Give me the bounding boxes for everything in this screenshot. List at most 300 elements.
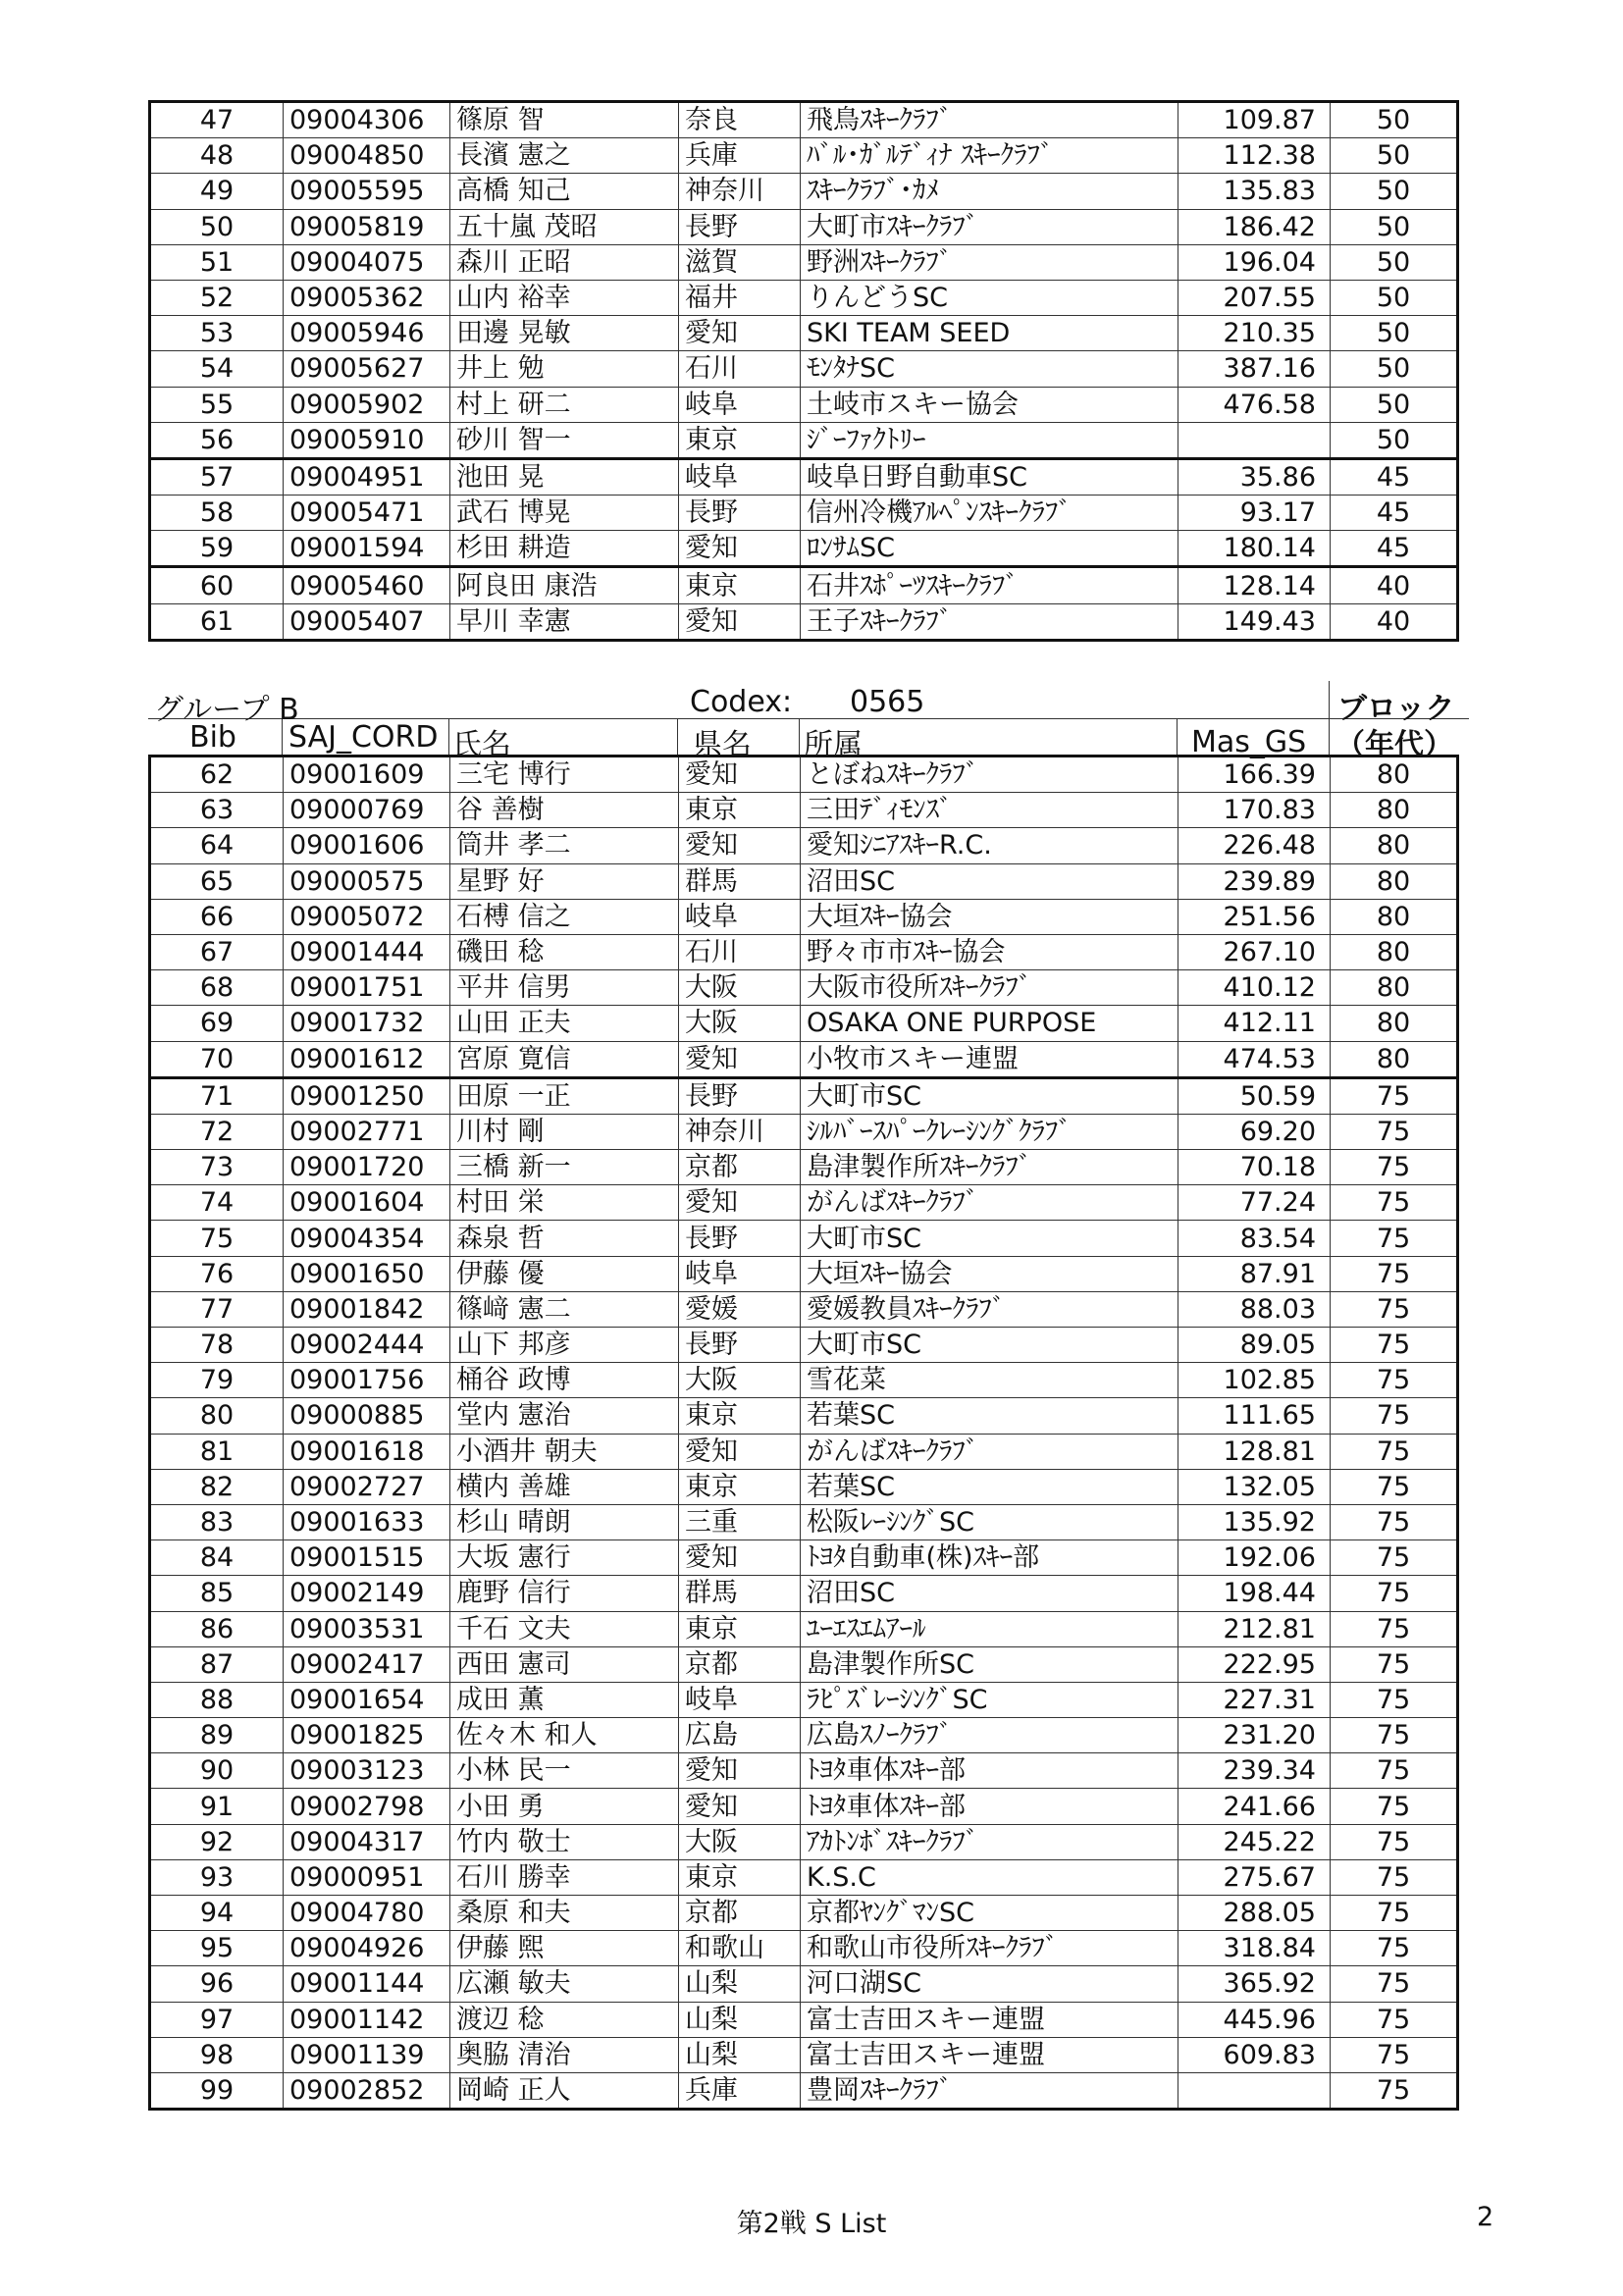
cell-mas-gs: 87.91 <box>1178 1256 1331 1291</box>
cell-saj-cord: 09004926 <box>284 1931 450 1966</box>
cell-bib: 91 <box>150 1789 284 1824</box>
table-row <box>150 387 1458 422</box>
cell-club: 広島ｽﾉｰｸﾗﾌﾞ <box>801 1718 1178 1753</box>
cell-club: 豊岡ｽｷｰｸﾗﾌﾞ <box>801 2072 1178 2109</box>
cell-prefecture: 東京 <box>679 422 801 458</box>
cell-name: 村上 研二 <box>450 387 679 422</box>
table-row <box>150 2002 1458 2037</box>
cell-saj-cord: 09005460 <box>284 567 450 603</box>
cell-mas-gs: 474.53 <box>1178 1041 1331 1077</box>
cell-block: 75 <box>1331 1328 1458 1363</box>
cell-saj-cord: 09002798 <box>284 1789 450 1824</box>
cell-club: ｼﾞｰﾌｧｸﾄﾘｰ <box>801 422 1178 458</box>
cell-block: 50 <box>1331 422 1458 458</box>
cell-club: 三田ﾃﾞｨﾓﾝｽﾞ <box>801 793 1178 828</box>
cell-prefecture: 山梨 <box>679 1966 801 2002</box>
cell-prefecture: 東京 <box>679 1469 801 1504</box>
group-b-table <box>148 755 1459 2111</box>
cell-block: 75 <box>1331 1824 1458 1859</box>
cell-bib: 89 <box>150 1718 284 1753</box>
table-row <box>150 1611 1458 1646</box>
cell-bib: 75 <box>150 1221 284 1256</box>
cell-saj-cord: 09004075 <box>284 244 450 280</box>
cell-saj-cord: 09000575 <box>284 863 450 899</box>
cell-name: 武石 博晃 <box>450 496 679 531</box>
cell-name: 三橋 新一 <box>450 1150 679 1185</box>
cell-prefecture: 長野 <box>679 1077 801 1114</box>
cell-club: 沼田SC <box>801 863 1178 899</box>
cell-prefecture: 東京 <box>679 567 801 603</box>
table-row <box>150 138 1458 174</box>
cell-bib: 88 <box>150 1682 284 1717</box>
table-row <box>150 1150 1458 1185</box>
cell-prefecture: 大阪 <box>679 970 801 1006</box>
cell-name: 石川 勝幸 <box>450 1859 679 1895</box>
cell-prefecture: 山梨 <box>679 2002 801 2037</box>
cell-prefecture: 愛知 <box>679 1434 801 1469</box>
cell-bib: 58 <box>150 496 284 531</box>
cell-prefecture: 岐阜 <box>679 899 801 934</box>
cell-bib: 84 <box>150 1540 284 1576</box>
cell-prefecture: 愛知 <box>679 316 801 351</box>
cell-saj-cord: 09005362 <box>284 280 450 315</box>
cell-block: 75 <box>1331 1434 1458 1469</box>
cell-block: 75 <box>1331 1931 1458 1966</box>
cell-bib: 87 <box>150 1646 284 1682</box>
cell-name: 西田 憲司 <box>450 1646 679 1682</box>
cell-saj-cord: 09001650 <box>284 1256 450 1291</box>
table-row <box>150 1931 1458 1966</box>
cell-mas-gs: 445.96 <box>1178 2002 1331 2037</box>
table-row <box>150 1469 1458 1504</box>
cell-club: 島津製作所ｽｷｰｸﾗﾌﾞ <box>801 1150 1178 1185</box>
cell-bib: 51 <box>150 244 284 280</box>
cell-club: 大町市SC <box>801 1221 1178 1256</box>
cell-prefecture: 福井 <box>679 280 801 315</box>
cell-block: 50 <box>1331 102 1458 138</box>
cell-prefecture: 愛知 <box>679 757 801 793</box>
cell-club: 土岐市スキー協会 <box>801 387 1178 422</box>
cell-prefecture: 神奈川 <box>679 174 801 209</box>
cell-bib: 78 <box>150 1328 284 1363</box>
table-row <box>150 1718 1458 1753</box>
cell-block: 75 <box>1331 1966 1458 2002</box>
cell-club: 和歌山市役所ｽｷｰｸﾗﾌﾞ <box>801 1931 1178 1966</box>
cell-name: 伊藤 優 <box>450 1256 679 1291</box>
table-row <box>150 1753 1458 1789</box>
cell-name: 宮原 寛信 <box>450 1041 679 1077</box>
table-row <box>150 458 1458 495</box>
cell-block: 75 <box>1331 1718 1458 1753</box>
codex-label: Codex: <box>690 685 793 719</box>
table-row <box>150 567 1458 603</box>
cell-block: 75 <box>1331 1611 1458 1646</box>
cell-saj-cord: 09000885 <box>284 1398 450 1434</box>
cell-name: 大坂 憲行 <box>450 1540 679 1576</box>
cell-prefecture: 東京 <box>679 793 801 828</box>
cell-saj-cord: 09002444 <box>284 1328 450 1363</box>
table-row <box>150 1859 1458 1895</box>
table-row <box>150 1646 1458 1682</box>
cell-mas-gs: 166.39 <box>1178 757 1331 793</box>
table-row <box>150 244 1458 280</box>
table-row <box>150 828 1458 863</box>
header-prefecture: 県名 <box>693 728 752 762</box>
cell-mas-gs: 186.42 <box>1178 209 1331 244</box>
cell-mas-gs <box>1178 422 1331 458</box>
cell-block: 50 <box>1331 351 1458 387</box>
cell-saj-cord: 09001825 <box>284 1718 450 1753</box>
cell-block: 75 <box>1331 1896 1458 1931</box>
cell-bib: 94 <box>150 1896 284 1931</box>
cell-saj-cord: 09001618 <box>284 1434 450 1469</box>
cell-prefecture: 愛知 <box>679 1185 801 1221</box>
cell-bib: 96 <box>150 1966 284 2002</box>
cell-mas-gs: 192.06 <box>1178 1540 1331 1576</box>
cell-mas-gs: 251.56 <box>1178 899 1331 934</box>
table-row <box>150 1006 1458 1041</box>
cell-mas-gs <box>1178 2072 1331 2109</box>
cell-name: 杉田 耕造 <box>450 531 679 567</box>
table-row <box>150 422 1458 458</box>
cell-block: 45 <box>1331 531 1458 567</box>
cell-bib: 73 <box>150 1150 284 1185</box>
table-row <box>150 1398 1458 1434</box>
cell-block: 80 <box>1331 828 1458 863</box>
cell-name: 長濱 憲之 <box>450 138 679 174</box>
cell-saj-cord: 09001732 <box>284 1006 450 1041</box>
cell-mas-gs: 365.92 <box>1178 1966 1331 2002</box>
cell-name: 小林 民一 <box>450 1753 679 1789</box>
cell-club: 野々市市ｽｷｰ協会 <box>801 934 1178 969</box>
table-row <box>150 1824 1458 1859</box>
cell-block: 75 <box>1331 1221 1458 1256</box>
cell-prefecture: 群馬 <box>679 1576 801 1611</box>
table-row <box>150 1185 1458 1221</box>
cell-name: 広瀬 敏夫 <box>450 1966 679 2002</box>
table-row <box>150 603 1458 640</box>
table-row <box>150 1114 1458 1149</box>
cell-saj-cord: 09003531 <box>284 1611 450 1646</box>
cell-bib: 83 <box>150 1504 284 1539</box>
cell-mas-gs: 93.17 <box>1178 496 1331 531</box>
cell-saj-cord: 09001751 <box>284 970 450 1006</box>
cell-club: 松阪ﾚｰｼﾝｸﾞSC <box>801 1504 1178 1539</box>
cell-block: 75 <box>1331 1114 1458 1149</box>
cell-name: 高橋 知己 <box>450 174 679 209</box>
cell-saj-cord: 09001609 <box>284 757 450 793</box>
cell-saj-cord: 09001139 <box>284 2037 450 2072</box>
cell-saj-cord: 09004850 <box>284 138 450 174</box>
cell-bib: 71 <box>150 1077 284 1114</box>
cell-mas-gs: 412.11 <box>1178 1006 1331 1041</box>
cell-name: 千石 文夫 <box>450 1611 679 1646</box>
table-row <box>150 496 1458 531</box>
group-b-rows <box>150 757 1458 2110</box>
cell-bib: 97 <box>150 2002 284 2037</box>
cell-block: 75 <box>1331 1077 1458 1114</box>
cell-name: 小酒井 朝夫 <box>450 1434 679 1469</box>
header-mas-gs: Mas_GS <box>1191 725 1307 759</box>
cell-prefecture: 広島 <box>679 1718 801 1753</box>
table-row <box>150 1363 1458 1398</box>
cell-block: 80 <box>1331 934 1458 969</box>
cell-mas-gs: 50.59 <box>1178 1077 1331 1114</box>
cell-saj-cord: 09005910 <box>284 422 450 458</box>
cell-prefecture: 石川 <box>679 934 801 969</box>
table-row <box>150 757 1458 793</box>
cell-name: 磯田 稔 <box>450 934 679 969</box>
cell-bib: 63 <box>150 793 284 828</box>
cell-block: 50 <box>1331 174 1458 209</box>
cell-bib: 57 <box>150 458 284 495</box>
cell-mas-gs: 239.34 <box>1178 1753 1331 1789</box>
table-row <box>150 174 1458 209</box>
cell-name: 岡崎 正人 <box>450 2072 679 2109</box>
cell-prefecture: 愛知 <box>679 1789 801 1824</box>
cell-saj-cord: 09004317 <box>284 1824 450 1859</box>
cell-bib: 59 <box>150 531 284 567</box>
cell-prefecture: 愛媛 <box>679 1291 801 1327</box>
cell-name: 成田 薫 <box>450 1682 679 1717</box>
cell-name: 砂川 智一 <box>450 422 679 458</box>
cell-mas-gs: 318.84 <box>1178 1931 1331 1966</box>
cell-club: 若葉SC <box>801 1398 1178 1434</box>
header-name: 氏名 <box>452 728 511 762</box>
cell-club: ｼﾙﾊﾞｰｽﾊﾟｰｸﾚｰｼﾝｸﾞｸﾗﾌﾞ <box>801 1114 1178 1149</box>
cell-prefecture: 京都 <box>679 1646 801 1682</box>
cell-block: 75 <box>1331 1469 1458 1504</box>
table-row <box>150 1576 1458 1611</box>
cell-club: ﾊﾞﾙ･ｶﾞﾙﾃﾞｨﾅ ｽｷｰｸﾗﾌﾞ <box>801 138 1178 174</box>
table-row <box>150 1504 1458 1539</box>
cell-block: 80 <box>1331 1041 1458 1077</box>
cell-prefecture: 京都 <box>679 1896 801 1931</box>
cell-bib: 85 <box>150 1576 284 1611</box>
cell-saj-cord: 09001756 <box>284 1363 450 1398</box>
cell-name: 平井 信男 <box>450 970 679 1006</box>
cell-prefecture: 神奈川 <box>679 1114 801 1149</box>
cell-mas-gs: 410.12 <box>1178 970 1331 1006</box>
cell-mas-gs: 149.43 <box>1178 603 1331 640</box>
cell-mas-gs: 387.16 <box>1178 351 1331 387</box>
cell-saj-cord: 09001612 <box>284 1041 450 1077</box>
cell-bib: 56 <box>150 422 284 458</box>
cell-bib: 61 <box>150 603 284 640</box>
cell-mas-gs: 196.04 <box>1178 244 1331 280</box>
table-row <box>150 1291 1458 1327</box>
cell-block: 50 <box>1331 280 1458 315</box>
cell-block: 75 <box>1331 1363 1458 1398</box>
cell-name: 谷 善樹 <box>450 793 679 828</box>
table-row <box>150 1682 1458 1717</box>
cell-club: 富士吉田スキー連盟 <box>801 2002 1178 2037</box>
cell-saj-cord: 09002149 <box>284 1576 450 1611</box>
table-row <box>150 316 1458 351</box>
cell-prefecture: 岐阜 <box>679 1682 801 1717</box>
cell-club: 大町市SC <box>801 1077 1178 1114</box>
cell-club: 愛知ｼﾆｱｽｷｰR.C. <box>801 828 1178 863</box>
cell-club: がんばｽｷｰｸﾗﾌﾞ <box>801 1185 1178 1221</box>
cell-block: 45 <box>1331 496 1458 531</box>
group-a-rows <box>150 102 1458 641</box>
cell-club: ｱｶﾄﾝﾎﾞｽｷｰｸﾗﾌﾞ <box>801 1824 1178 1859</box>
cell-block: 75 <box>1331 2072 1458 2109</box>
cell-saj-cord: 09005072 <box>284 899 450 934</box>
cell-name: 田原 一正 <box>450 1077 679 1114</box>
cell-club: ﾕｰｴｽｴﾑｱｰﾙ <box>801 1611 1178 1646</box>
cell-block: 80 <box>1331 970 1458 1006</box>
cell-club: 雪花菜 <box>801 1363 1178 1398</box>
cell-mas-gs: 111.65 <box>1178 1398 1331 1434</box>
table-row <box>150 1041 1458 1077</box>
cell-bib: 67 <box>150 934 284 969</box>
cell-prefecture: 東京 <box>679 1398 801 1434</box>
cell-name: 篠原 智 <box>450 102 679 138</box>
cell-mas-gs: 88.03 <box>1178 1291 1331 1327</box>
cell-block: 50 <box>1331 138 1458 174</box>
cell-club: OSAKA ONE PURPOSE <box>801 1006 1178 1041</box>
cell-club: 若葉SC <box>801 1469 1178 1504</box>
cell-prefecture: 岐阜 <box>679 458 801 495</box>
cell-mas-gs: 180.14 <box>1178 531 1331 567</box>
cell-mas-gs: 70.18 <box>1178 1150 1331 1185</box>
cell-bib: 50 <box>150 209 284 244</box>
cell-mas-gs: 212.81 <box>1178 1611 1331 1646</box>
cell-bib: 99 <box>150 2072 284 2109</box>
group-b-header <box>148 681 1469 762</box>
cell-prefecture: 愛知 <box>679 1753 801 1789</box>
cell-mas-gs: 275.67 <box>1178 1859 1331 1895</box>
cell-mas-gs: 245.22 <box>1178 1824 1331 1859</box>
cell-name: 星野 好 <box>450 863 679 899</box>
cell-bib: 53 <box>150 316 284 351</box>
cell-block: 80 <box>1331 863 1458 899</box>
cell-bib: 86 <box>150 1611 284 1646</box>
cell-club: とぼねｽｷｰｸﾗﾌﾞ <box>801 757 1178 793</box>
cell-prefecture: 石川 <box>679 351 801 387</box>
table-row <box>150 1328 1458 1363</box>
cell-name: 森泉 哲 <box>450 1221 679 1256</box>
cell-mas-gs: 222.95 <box>1178 1646 1331 1682</box>
cell-saj-cord: 09005902 <box>284 387 450 422</box>
cell-prefecture: 愛知 <box>679 531 801 567</box>
cell-bib: 60 <box>150 567 284 603</box>
cell-block: 75 <box>1331 1646 1458 1682</box>
cell-name: 堂内 憲治 <box>450 1398 679 1434</box>
cell-bib: 82 <box>150 1469 284 1504</box>
cell-saj-cord: 09003123 <box>284 1753 450 1789</box>
cell-block: 75 <box>1331 1576 1458 1611</box>
codex-value: 0565 <box>850 685 925 719</box>
cell-club: 小牧市スキー連盟 <box>801 1041 1178 1077</box>
cell-name: 森川 正昭 <box>450 244 679 280</box>
cell-bib: 62 <box>150 757 284 793</box>
cell-prefecture: 長野 <box>679 1328 801 1363</box>
cell-saj-cord: 09004951 <box>284 458 450 495</box>
cell-block: 75 <box>1331 1150 1458 1185</box>
cell-saj-cord: 09001654 <box>284 1682 450 1717</box>
cell-block: 80 <box>1331 757 1458 793</box>
cell-bib: 64 <box>150 828 284 863</box>
cell-block: 75 <box>1331 1291 1458 1327</box>
cell-club: K.S.C <box>801 1859 1178 1895</box>
cell-name: 田邊 晃敏 <box>450 316 679 351</box>
cell-prefecture: 山梨 <box>679 2037 801 2072</box>
cell-saj-cord: 09004306 <box>284 102 450 138</box>
cell-name: 石榑 信之 <box>450 899 679 934</box>
cell-bib: 68 <box>150 970 284 1006</box>
cell-bib: 77 <box>150 1291 284 1327</box>
cell-club: ﾄﾖﾀ車体ｽｷｰ部 <box>801 1753 1178 1789</box>
cell-mas-gs: 69.20 <box>1178 1114 1331 1149</box>
cell-name: 鹿野 信行 <box>450 1576 679 1611</box>
cell-saj-cord: 09001515 <box>284 1540 450 1576</box>
cell-mas-gs: 135.92 <box>1178 1504 1331 1539</box>
cell-saj-cord: 09005819 <box>284 209 450 244</box>
cell-bib: 66 <box>150 899 284 934</box>
cell-saj-cord: 09002417 <box>284 1646 450 1682</box>
cell-mas-gs: 210.35 <box>1178 316 1331 351</box>
cell-bib: 52 <box>150 280 284 315</box>
cell-prefecture: 兵庫 <box>679 138 801 174</box>
table-row <box>150 102 1458 138</box>
cell-bib: 65 <box>150 863 284 899</box>
cell-bib: 76 <box>150 1256 284 1291</box>
cell-club: 大阪市役所ｽｷｰｸﾗﾌﾞ <box>801 970 1178 1006</box>
cell-block: 75 <box>1331 1398 1458 1434</box>
cell-block: 80 <box>1331 899 1458 934</box>
cell-mas-gs: 267.10 <box>1178 934 1331 969</box>
cell-club: 沼田SC <box>801 1576 1178 1611</box>
cell-bib: 54 <box>150 351 284 387</box>
cell-block: 50 <box>1331 244 1458 280</box>
table-row <box>150 970 1458 1006</box>
cell-prefecture: 奈良 <box>679 102 801 138</box>
cell-prefecture: 京都 <box>679 1150 801 1185</box>
cell-saj-cord: 09002727 <box>284 1469 450 1504</box>
cell-club: ｽｷｰｸﾗﾌﾞ･ｶﾒ <box>801 174 1178 209</box>
cell-block: 50 <box>1331 209 1458 244</box>
cell-bib: 95 <box>150 1931 284 1966</box>
table-row <box>150 899 1458 934</box>
cell-block: 75 <box>1331 1789 1458 1824</box>
cell-name: 池田 晃 <box>450 458 679 495</box>
cell-name: 桑原 和夫 <box>450 1896 679 1931</box>
cell-prefecture: 岐阜 <box>679 387 801 422</box>
table-row <box>150 1896 1458 1931</box>
cell-saj-cord: 09005595 <box>284 174 450 209</box>
cell-bib: 70 <box>150 1041 284 1077</box>
cell-saj-cord: 09002771 <box>284 1114 450 1149</box>
cell-bib: 47 <box>150 102 284 138</box>
cell-bib: 49 <box>150 174 284 209</box>
cell-club: 大町市ｽｷｰｸﾗﾌﾞ <box>801 209 1178 244</box>
cell-name: 竹内 敬士 <box>450 1824 679 1859</box>
cell-prefecture: 愛知 <box>679 1041 801 1077</box>
header-saj-cord: SAJ_CORD <box>288 720 439 755</box>
cell-block: 75 <box>1331 2002 1458 2037</box>
cell-saj-cord: 09001444 <box>284 934 450 969</box>
cell-club: 河口湖SC <box>801 1966 1178 2002</box>
cell-prefecture: 三重 <box>679 1504 801 1539</box>
cell-bib: 72 <box>150 1114 284 1149</box>
cell-block: 75 <box>1331 2037 1458 2072</box>
cell-prefecture: 大阪 <box>679 1824 801 1859</box>
cell-name: 杉山 晴朗 <box>450 1504 679 1539</box>
cell-mas-gs: 288.05 <box>1178 1896 1331 1931</box>
group-a-table <box>148 100 1459 642</box>
